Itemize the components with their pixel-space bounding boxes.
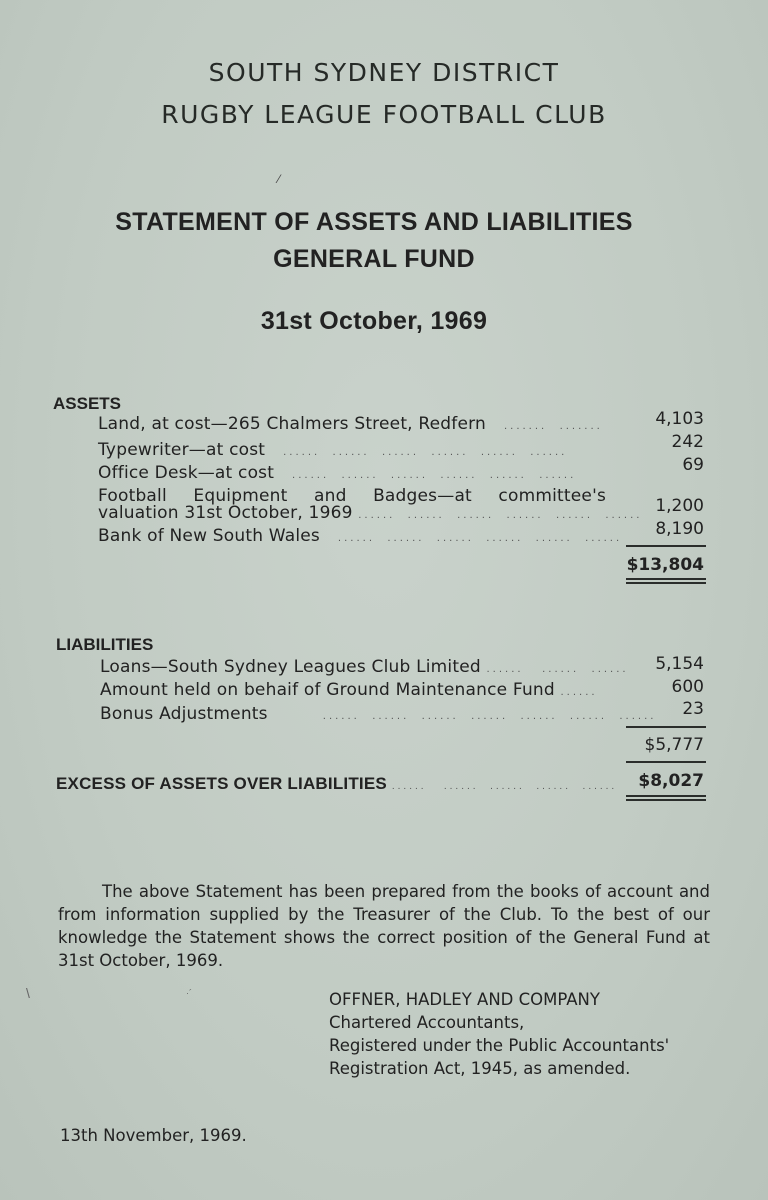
asset-label: Land, at cost—265 Chalmers Street, Redfern: [98, 414, 486, 434]
auditor-note: The above Statement has been prepared from the books of account and from information supplied by the Treasurer of the Club. To the best of our knowledge the Statement shows the correct position of the General Fund at 31st October, 1969.: [58, 882, 710, 970]
assets-total: $13,804: [626, 555, 704, 575]
club-name-line-2: RUGBY LEAGUE FOOTBALL CLUB: [161, 100, 607, 129]
asset-row: [98, 440, 567, 460]
smudge-mark: \: [26, 985, 30, 1001]
asset-amount: 1,200: [655, 496, 704, 516]
liability-amount: 600: [671, 677, 704, 697]
leader-dots: ...... ...... ...... ...... ...... ......: [270, 447, 568, 458]
asset-row: [98, 503, 642, 523]
asset-amount: 69: [682, 455, 704, 475]
asset-row: [98, 526, 622, 546]
liability-row: [100, 704, 656, 724]
accountant-line-4: Registration Act, 1945, as amended.: [329, 1059, 631, 1078]
assets-heading: ASSETS: [53, 394, 122, 413]
asset-row: [98, 414, 603, 434]
liability-amount: 5,154: [655, 654, 704, 674]
club-name-line-1: SOUTH SYDNEY DISTRICT: [208, 58, 560, 87]
asset-row: [98, 463, 576, 483]
pen-mark: ⁄: [278, 172, 281, 186]
leader-dots: ...... ...... ...... ...... ...... ......: [358, 510, 643, 521]
liability-label: Amount held on behaif of Ground Maintenance Fund: [100, 680, 555, 700]
accountant-line-3: Registered under the Public Accountants': [329, 1036, 670, 1055]
double-rule: [626, 795, 706, 797]
double-rule: [626, 799, 706, 801]
double-rule: [626, 582, 706, 584]
liability-row: [100, 680, 598, 700]
leader-dots: ...... ...... ...... ...... ...... ......: [279, 470, 577, 481]
leader-dots: ...... ...... ...... ...... ...... ...... ......: [273, 711, 657, 722]
leader-dots: ...... ...... ......: [486, 664, 629, 675]
leader-dots: ....... .......: [491, 421, 603, 432]
statement-title: STATEMENT OF ASSETS AND LIABILITIES: [115, 208, 633, 236]
liability-label: Bonus Adjustments: [100, 704, 268, 724]
leader-dots: ...... ...... ...... ...... ......: [391, 781, 618, 792]
excess-label: EXCESS OF ASSETS OVER LIABILITIES: [56, 774, 387, 793]
excess-amount: $8,027: [638, 771, 704, 791]
excess-row: [56, 774, 617, 794]
liability-label: Loans—South Sydney Leagues Club Limited: [100, 657, 481, 677]
statement-subtitle: GENERAL FUND: [273, 245, 475, 273]
asset-label: Office Desk—at cost: [98, 463, 275, 483]
accountant-firm: OFFNER, HADLEY AND COMPANY: [329, 990, 600, 1009]
asset-label: valuation 31st October, 1969: [98, 503, 353, 523]
subtotal-rule: [626, 545, 706, 547]
smudge-mark: ·´: [186, 988, 192, 998]
liability-row: [100, 657, 629, 677]
liabilities-total: $5,777: [644, 735, 704, 755]
leader-dots: ...... ...... ...... ...... ...... ......: [325, 533, 623, 544]
subtotal-rule: [626, 726, 706, 728]
statement-date: 31st October, 1969: [260, 307, 488, 335]
asset-amount: 4,103: [655, 409, 704, 429]
asset-amount: 242: [671, 432, 704, 452]
asset-amount: 8,190: [655, 519, 704, 539]
double-rule: [626, 578, 706, 580]
asset-label-wrapped: Football Equipment and Badges—at committee's: [98, 486, 606, 506]
footer-date: 13th November, 1969.: [60, 1126, 247, 1145]
accountant-line-2: Chartered Accountants,: [329, 1013, 525, 1032]
asset-label: Bank of New South Wales: [98, 526, 320, 546]
liability-amount: 23: [682, 699, 704, 719]
asset-label: Typewriter—at cost: [98, 440, 266, 460]
subtotal-rule: [626, 761, 706, 763]
liabilities-heading: LIABILITIES: [56, 635, 154, 654]
leader-dots: ......: [560, 687, 598, 698]
